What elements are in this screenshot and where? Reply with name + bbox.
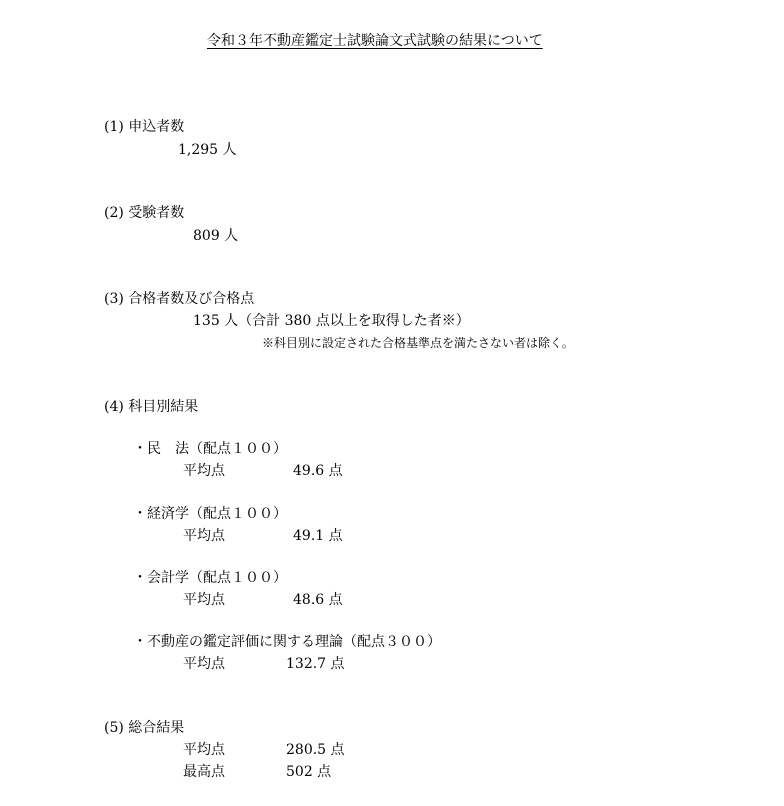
subject-average-score: 49.1 点	[293, 528, 343, 544]
subject-average-score: 48.6 点	[293, 592, 343, 608]
overall-average-value: 280.5 点	[286, 742, 345, 758]
subject-average-score: 49.6 点	[293, 463, 343, 479]
subject-name: ・不動産の鑑定評価に関する理論（配点３００）	[133, 634, 441, 650]
passers-note: ※科目別に設定された合格基準点を満たさない者は除く。	[262, 336, 574, 350]
overall-average-label: 平均点	[183, 742, 225, 758]
passers-count: 135 人（合計 380 点以上を取得した者※）	[193, 313, 470, 329]
overall-max-value: 502 点	[286, 764, 332, 780]
applicants-count: 1,295 人	[178, 142, 237, 158]
subject-average-score: 132.7 点	[286, 656, 345, 672]
section-overall-heading: (5) 総合結果	[104, 720, 185, 736]
subject-average-label: 平均点	[183, 528, 225, 544]
section-applicants-heading: (1) 申込者数	[104, 119, 185, 135]
section-subject-results-heading: (4) 科目別結果	[104, 399, 199, 415]
page-title: 令和３年不動産鑑定士試験論文式試験の結果について	[207, 33, 543, 49]
section-passers-heading: (3) 合格者数及び合格点	[104, 291, 255, 307]
section-examinees-heading: (2) 受験者数	[104, 205, 185, 221]
subject-average-label: 平均点	[183, 592, 225, 608]
subject-average-label: 平均点	[183, 656, 225, 672]
overall-max-label: 最高点	[183, 764, 225, 780]
subject-name: ・経済学（配点１００）	[133, 506, 287, 522]
subject-name: ・民 法（配点１００）	[133, 441, 287, 457]
examinees-count: 809 人	[193, 228, 239, 244]
subject-name: ・会計学（配点１００）	[133, 570, 287, 586]
subject-average-label: 平均点	[183, 463, 225, 479]
